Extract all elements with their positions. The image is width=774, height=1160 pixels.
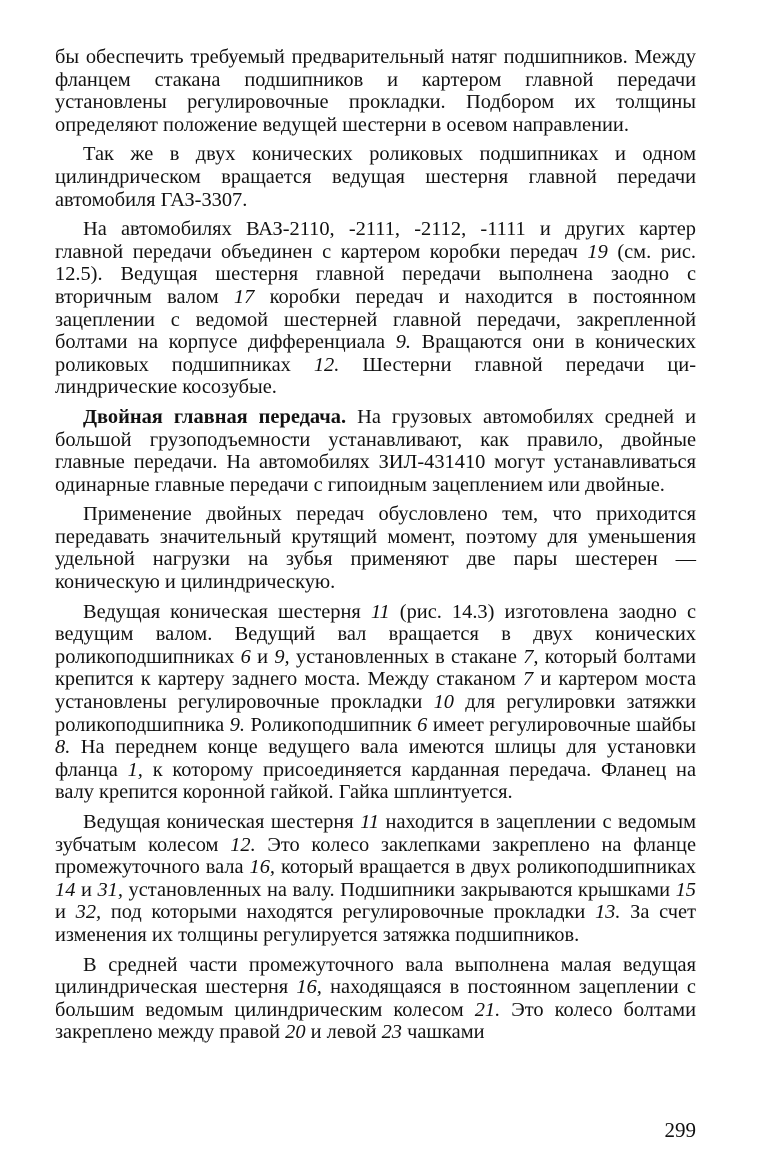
text-run: На автомобилях ВАЗ-2110, -2111, -2112, -1111 и других картер главной передачи объединен с картером коробки передач	[55, 218, 696, 263]
text-run: бы обеспечить требуемый предварительный натяг подшипников. Между фланцем стакана подшипников и картером главной передачи установлены регулировочные прокладки. Подбором их толщины определяют положение ведущей шестерни в осевом направлении.	[55, 46, 696, 136]
text-run: Это колесо заклепками закреплено на фланце промежуточного вала	[55, 833, 696, 879]
text-run: 9.	[229, 713, 246, 736]
text-run: установленных на валу. Подшипники закрываются крышками	[122, 878, 676, 901]
paragraph-6	[55, 601, 696, 804]
paragraph-7	[55, 811, 696, 947]
text-run: 19	[587, 240, 608, 263]
page-number: 299	[664, 1118, 696, 1142]
text-run: 10	[433, 691, 454, 714]
text-run: Вращаются они в конических роликовых подшипниках	[55, 331, 696, 376]
paragraph-5	[55, 503, 696, 593]
text-run: Это колесо болтами закреплено между правой	[55, 998, 696, 1044]
text-run: 11	[370, 600, 390, 623]
text-run: и	[250, 645, 275, 668]
text-run: и левой	[305, 1021, 382, 1044]
text-run: 16,	[296, 976, 322, 999]
text-run: 32,	[75, 901, 102, 924]
text-run: 6	[240, 645, 251, 668]
text-run: 12.	[313, 353, 340, 376]
text-run: 12.	[230, 833, 256, 856]
text-run: который вращается в двух роликоподшипниках	[275, 856, 696, 879]
paragraph-8	[55, 954, 696, 1044]
text-run: За счет изменения их толщины регулируется затяжка подшипников.	[55, 901, 697, 946]
text-run: 13.	[594, 901, 621, 924]
paragraph-3	[55, 218, 696, 399]
text-run: 7,	[523, 645, 539, 668]
text-run: 15	[675, 878, 696, 901]
text-run: под которыми находятся регулировочные прокладки	[101, 901, 595, 924]
text-run: коробки передач и находится в постоянном зацеплении с ведомой шестерней главной передачи, закрепленной болтами на корпусе дифференциала	[55, 285, 696, 354]
text-run: 20	[285, 1021, 306, 1044]
text-run: имеет регулировочные шайбы	[427, 713, 696, 736]
text-run: 9,	[274, 645, 290, 668]
text-run: 8.	[55, 736, 71, 759]
text-run: к которому присоединяется карданная передача. Фланец на валу крепится коронной гайкой. Гайка шплинтуется.	[55, 758, 696, 804]
text-run: 16,	[249, 856, 276, 879]
text-run: 11	[360, 811, 380, 833]
text-run: чашками	[401, 1021, 485, 1044]
text-run: 7	[523, 668, 534, 691]
text-run: установленных в стакане	[289, 645, 524, 668]
text-run: 17	[233, 285, 255, 308]
text-run: и	[75, 878, 98, 901]
text-run: и	[55, 901, 76, 924]
text-run: 6	[417, 713, 428, 736]
text-run: и картером моста установлены регулировочные прокладки	[55, 668, 697, 714]
text-run: 9.	[395, 331, 411, 354]
paragraph-2	[55, 143, 696, 211]
text-run: Так же в двух конических роликовых подшипниках и одном цилиндрическом вращается ведущая шестерня главной передачи автомобиля ГАЗ-3307.	[55, 143, 696, 211]
text-run: Ведущая коническая шестерня	[83, 600, 371, 623]
text-run: 1,	[127, 758, 143, 781]
text-run: (см. рис. 12.5). Ведущая шестерня главной передачи выполнена заодно с вторичным валом	[55, 240, 696, 308]
text-run: На грузовых автомобилях средней и большой грузоподъемности устанавливают, как правило, двойные главные передачи. На автомобилях ЗИЛ-431410 могут устанавливаться одинарные главные передачи с гипоидным зацеплением или двойные.	[55, 405, 696, 496]
page-text	[55, 46, 696, 1126]
text-run: который болтами крепится к картеру заднего моста. Между стаканом	[55, 645, 697, 691]
text-run: 31,	[97, 878, 123, 901]
text-run: Роликоподшипник	[245, 713, 418, 736]
text-run: Применение двойных передач обусловлено тем, что приходится передавать значительный крутящий момент, поэтому для уменьшения удельной нагрузки на зубья применяют две пары шестерен — коническую и цилиндрическую.	[55, 503, 696, 594]
paragraph-4	[55, 406, 696, 496]
text-run: Ведущая коническая шестерня	[83, 811, 361, 833]
text-run: находящаяся в постоянном зацеплении с большим ведомым цилиндрическим колесом	[55, 976, 696, 1021]
text-run: На переднем конце ведущего вала имеются шлицы для установки фланца	[55, 736, 696, 781]
text-run: для регулировки затяжки роликоподшипника	[55, 691, 696, 736]
text-run: находится в зацеплении с ведомым зубчатым колесом	[55, 811, 697, 856]
text-run: 23	[381, 1021, 402, 1044]
text-run: 21.	[474, 998, 501, 1021]
text-run: (рис. 14.3) изготовлена заодно с ведущим валом. Ведущий вал вращается в двух конических роликоподшипниках	[55, 600, 696, 668]
text-run: Двойная главная передача.	[83, 405, 347, 428]
paragraph-1	[55, 46, 696, 136]
text-run: Шестерни главной передачи цилиндрические косозубые.	[55, 353, 696, 399]
text-run: В средней части промежуточного вала выполнена малая ведущая цилиндрическая шестерня	[55, 953, 696, 999]
text-run: 14	[55, 878, 76, 901]
